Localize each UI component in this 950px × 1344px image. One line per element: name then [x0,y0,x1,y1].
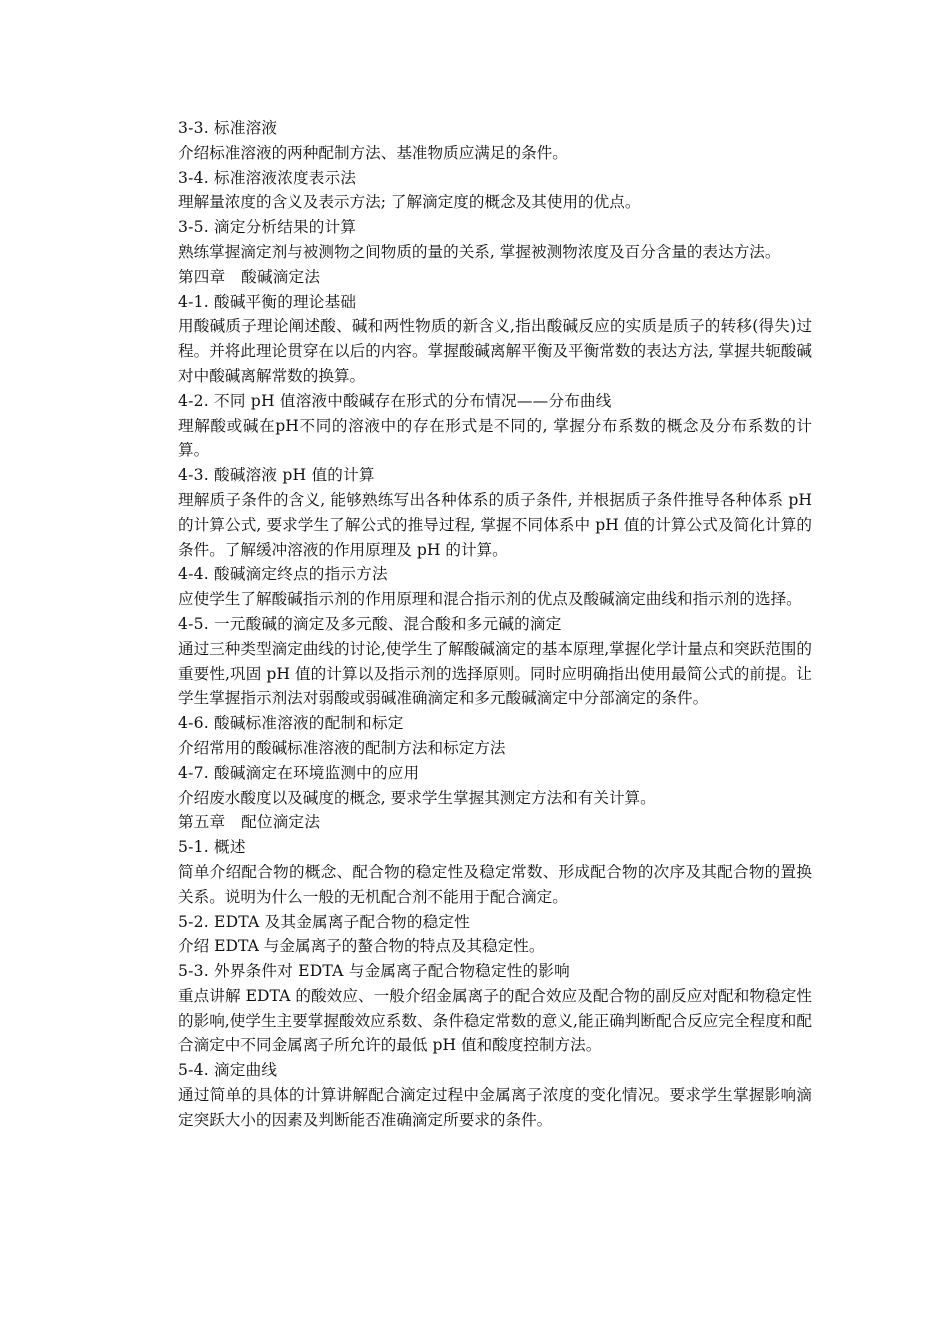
section-paragraph: 理解量浓度的含义及表示方法; 了解滴定度的概念及其使用的优点。 [178,193,641,212]
section-heading: 4-5. 一元酸碱的滴定及多元酸、混合酸和多元碱的滴定 [178,614,562,633]
document-body [178,116,812,1133]
section-paragraph: 通过简单的具体的计算讲解配合滴定过程中金属离子浓度的变化情况。要求学生掌握影响滴定突跃大小的因素及判断能否准确滴定所要求的条件。 [178,1086,812,1129]
section-paragraph: 应使学生了解酸碱指示剂的作用原理和混合指示剂的优点及酸碱滴定曲线和指示剂的选择。 [178,590,802,609]
section-heading: 第四章 酸碱滴定法 [178,267,321,286]
section-paragraph: 重点讲解 EDTA 的酸效应、一般介绍金属离子的配合效应及配合物的副反应对配和物稳定性的影响,使学生主要掌握酸效应系数、条件稳定常数的意义,能正确判断配合反应完全程度和配合滴定中不同金属离子所允许的最低 pH 值和酸度控制方法。 [178,986,812,1055]
section-heading: 5-1. 概述 [178,838,246,857]
section-heading: 4-1. 酸碱平衡的理论基础 [178,292,357,311]
section-paragraph: 简单介绍配合物的概念、配合物的稳定性及稳定常数、形成配合物的次序及其配合物的置换关系。说明为什么一般的无机配合剂不能用于配合滴定。 [178,862,812,906]
section-paragraph: 介绍常用的酸碱标准溶液的配制方法和标定方法 [178,738,506,757]
section-heading: 5-2. EDTA 及其金属离子配合物的稳定性 [178,912,470,931]
section-heading: 3-4. 标准溶液浓度表示法 [178,168,357,187]
section-heading: 4-6. 酸碱标准溶液的配制和标定 [178,714,404,733]
section-heading: 5-4. 滴定曲线 [178,1061,278,1080]
section-heading: 5-3. 外界条件对 EDTA 与金属离子配合物稳定性的影响 [178,962,570,981]
section-heading: 3-5. 滴定分析结果的计算 [178,218,357,237]
section-paragraph: 介绍废水酸度以及碱度的概念, 要求学生掌握其测定方法和有关计算。 [178,788,656,807]
section-heading: 4-3. 酸碱溶液 pH 值的计算 [178,466,375,485]
section-paragraph: 理解质子条件的含义, 能够熟练写出各种体系的质子条件, 并根据质子条件推导各种体系 pH 的计算公式, 要求学生了解公式的推导过程, 掌握不同体系中 pH 值的计算公式及简化计算的条件。了解缓冲溶液的作用原理及 pH 的计算。 [178,490,812,559]
section-heading: 4-4. 酸碱滴定终点的指示方法 [178,565,388,584]
section-paragraph: 通过三种类型滴定曲线的讨论,使学生了解酸碱滴定的基本原理,掌握化学计量点和突跃范围的重要性,巩固 pH 值的计算以及指示剂的选择原则。同时应明确指出使用最简公式的前提。让学生掌握指示剂法对弱酸或弱碱准确滴定和多元酸碱滴定中分部滴定的条件。 [178,639,812,708]
section-heading: 第五章 配位滴定法 [178,813,321,832]
section-paragraph: 熟练掌握滴定剂与被测物之间物质的量的关系, 掌握被测物浓度及百分含量的表达方法。 [178,242,781,261]
section-paragraph: 介绍 EDTA 与金属离子的螯合物的特点及其稳定性。 [178,937,545,956]
section-paragraph: 用酸碱质子理论阐述酸、碱和两性物质的新含义,指出酸碱反应的实质是质子的转移(得失)过程。并将此理论贯穿在以后的内容。掌握酸碱离解平衡及平衡常数的表达方法, 掌握共轭酸碱对中酸碱离解常数的换算。 [178,317,812,385]
section-paragraph: 理解酸或碱在pH不同的溶液中的存在形式是不同的, 掌握分布系数的概念及分布系数的计算。 [178,416,812,460]
section-heading: 4-7. 酸碱滴定在环境监测中的应用 [178,763,420,782]
section-heading: 4-2. 不同 pH 值溶液中酸碱存在形式的分布情况——分布曲线 [178,391,612,410]
section-heading: 3-3. 标准溶液 [178,119,278,137]
section-paragraph: 介绍标准溶液的两种配制方法、基准物质应满足的条件。 [178,143,568,162]
